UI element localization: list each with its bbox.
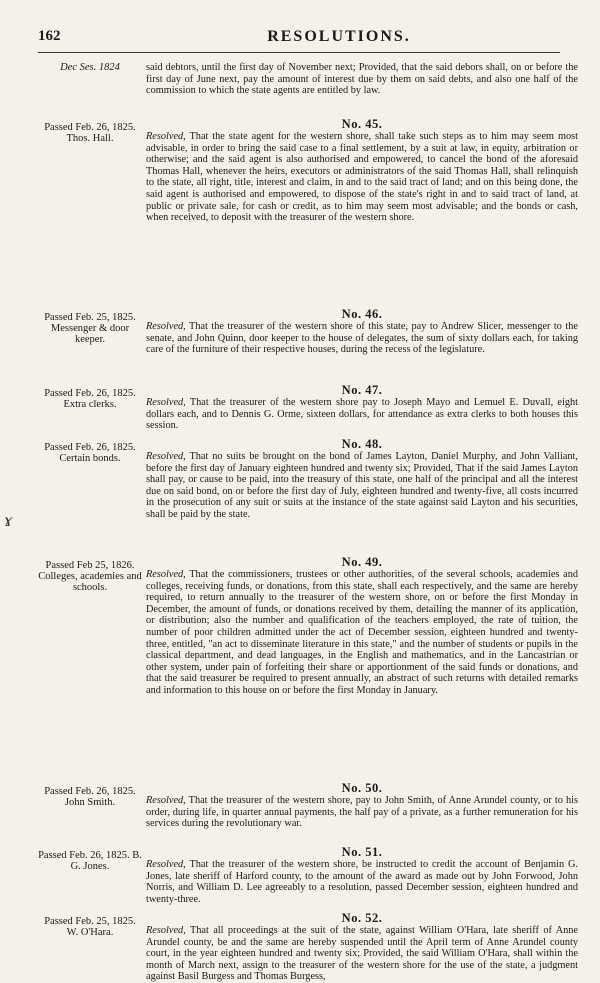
entry-intro: [38, 62, 578, 118]
entry-no-48: [38, 438, 578, 556]
resolution-number: No. 49.: [341, 555, 383, 569]
page-header: [38, 28, 560, 50]
paragraph: [146, 925, 578, 983]
paragraph-text: That all proceedings at the suit of the state, against William O'Hara, late sheriff of Anne Arundel county, be and the same are hereby suspended until the April term of Anne Arundel county court, in the year eighteen hundred and twenty six; Provided, the said William O'Hara, shall within the month of March next, assign to the treasurer of the western shore for the use of the state, a judgment against Basil Burgess and Thomas Burgess,: [146, 925, 579, 983]
resolution-number: No. 48.: [341, 437, 383, 451]
resolved-lead: Resolved,: [146, 451, 186, 462]
entry-no-52: [38, 912, 578, 982]
resolved-lead: Resolved,: [146, 925, 186, 936]
paragraph-text: That the treasurer of the western shore of this state, pay to Andrew Slicer, messenger to the senate, and John Quinn, door keeper to the house of delegates, the sum of sixty dollars each, for taking care of the furniture of their respective houses, during the recess of the legislature.: [146, 321, 578, 356]
entry-no-50: [38, 782, 578, 846]
margin-note: Passed Feb. 26, 1825. Extra clerks.: [44, 388, 136, 410]
paragraph-text: That the state agent for the western shore, shall take such steps as to him may seem most advisable, in order to bring the said case to a final settlement, by a suit at law, in equity, arbitration or otherwise; and the said agent is also authorised and empowered, to cancel the bond of the aforesaid Thomas Hall, whenever the heirs, executors or administrators of the said Thomas Hall, shall relinquish to the state, all right, title, interest and claim, in and to the said tract of land; and on this being done, the said agent is authorised and empowered, to dispose of the state's right in and to said tract of land, at public or private sale, for cash or credit, as to him may seem most advisable; and the bonds or cash, when received, to deposit with the treasurer of the western shore.: [146, 131, 578, 224]
resolution-number: No. 52.: [341, 911, 383, 925]
resolved-lead: Resolved,: [146, 569, 186, 580]
resolution-number: No. 50.: [341, 781, 383, 795]
paragraph: [146, 131, 578, 224]
resolution-number: No. 47.: [341, 383, 383, 397]
paragraph: said debtors, until the first day of November next; Provided, that the said debors shall, on or before the first day of June next, pay the amount of interest due by them on said debts, and also one half of the commission to which the state agents are entitled by law.: [146, 62, 578, 97]
resolutions-body: [38, 62, 578, 982]
paragraph-text: That the commissioners, trustees or other authorities, of the several schools, academies and colleges, receiving funds, or donations, from this state, shall each respectively, and the same are hereby required, to return annually to the treasurer of the western shore, on or before the first Monday in December, the amount of funds, or donations received by them, detailing the manner of its application, or distribution; also the number and qualification of the teachers employed, the rate of tuition, the number of poor children admitted under the act of December session, eighteen hundred and twenty-three, entitled, "an act to disseminate literature in this state," and the number of students or pupils in the classical department, and dead languages, in the English and mathematics, and in the Lancastrian or other system, under pain of forfeiting their share or apportionment of the said funds or donations, and that the said treasurer be required to present annually, an abstract of such returns with detailed remarks and information to this house on or before the first Monday in January.: [146, 569, 578, 696]
resolved-lead: Resolved,: [146, 321, 186, 332]
margin-note: Passed Feb 25, 1826. Colleges, academies and schools.: [38, 560, 142, 593]
resolution-number: No. 45.: [341, 117, 383, 131]
resolution-number: No. 46.: [341, 307, 383, 321]
paragraph: [146, 569, 578, 697]
page-number: 162: [38, 28, 61, 44]
resolved-lead: Resolved,: [146, 795, 186, 806]
paragraph: [146, 321, 578, 356]
entry-no-47: [38, 384, 578, 438]
margin-note: Dec Ses. 1824: [60, 62, 120, 73]
paragraph: [146, 795, 578, 830]
handwritten-mark: ɤ: [4, 510, 13, 530]
resolved-lead: Resolved,: [146, 397, 186, 408]
resolved-lead: Resolved,: [146, 859, 186, 870]
entry-no-51: [38, 846, 578, 912]
margin-note: Passed Feb. 25, 1825. W. O'Hara.: [44, 916, 136, 938]
paragraph-text: That the treasurer of the western shore, be instructed to credit the account of Benjamin G. Jones, late sheriff of Harford county, to the amount of the award as made out by John Forwood, John Norris, and William D. Lee agreeably to a resolution, passed December session, eighteen hundred and twenty-three.: [146, 859, 579, 905]
paragraph: [146, 397, 578, 432]
paragraph-text: That the treasurer of the western shore, pay to John Smith, of Anne Arundel county, or to his order, during life, in quarter annual payments, the half pay of a private, as a further remuneration for his services during the revolutionary war.: [146, 795, 579, 830]
running-title: RESOLUTIONS.: [267, 28, 411, 45]
margin-note: Passed Feb. 25, 1825. Messenger & door keeper.: [44, 312, 136, 345]
margin-note: Passed Feb. 26, 1825. Certain bonds.: [44, 442, 136, 464]
margin-note: Passed Feb. 26, 1825. John Smith.: [44, 786, 136, 808]
resolution-number: No. 51.: [341, 845, 383, 859]
entry-no-45: [38, 118, 578, 308]
paragraph: [146, 859, 578, 905]
resolved-lead: Resolved,: [146, 131, 186, 142]
paragraph-text: That no suits be brought on the bond of James Layton, Daniel Murphy, and John Valliant, before the first day of January eighteen hundred and twenty six; Provided, That if the said James Layton shall pay, or cause to be paid, into the treasury of this state, one half of the principal and all the interest due on said bond, on or before the first day of July, eighteen hundred and twenty-five, all costs incurred in the prosecution of any suit or suits at the instance of the state against said Layton and his securities, shall be paid by the state.: [146, 451, 578, 520]
entry-no-46: [38, 308, 578, 384]
margin-note: Passed Feb. 26, 1825. B. G. Jones.: [38, 850, 142, 872]
entry-no-49: [38, 556, 578, 782]
paragraph-text: That the treasurer of the western shore pay to Joseph Mayo and Lemuel E. Duvall, eight dollars each, and to Dennis G. Orme, sixteen dollars, for attendance as extra clerks to both houses this session.: [146, 397, 578, 432]
header-rule: [38, 52, 560, 53]
margin-note: Passed Feb. 26, 1825. Thos. Hall.: [44, 122, 136, 144]
paragraph: [146, 451, 578, 521]
